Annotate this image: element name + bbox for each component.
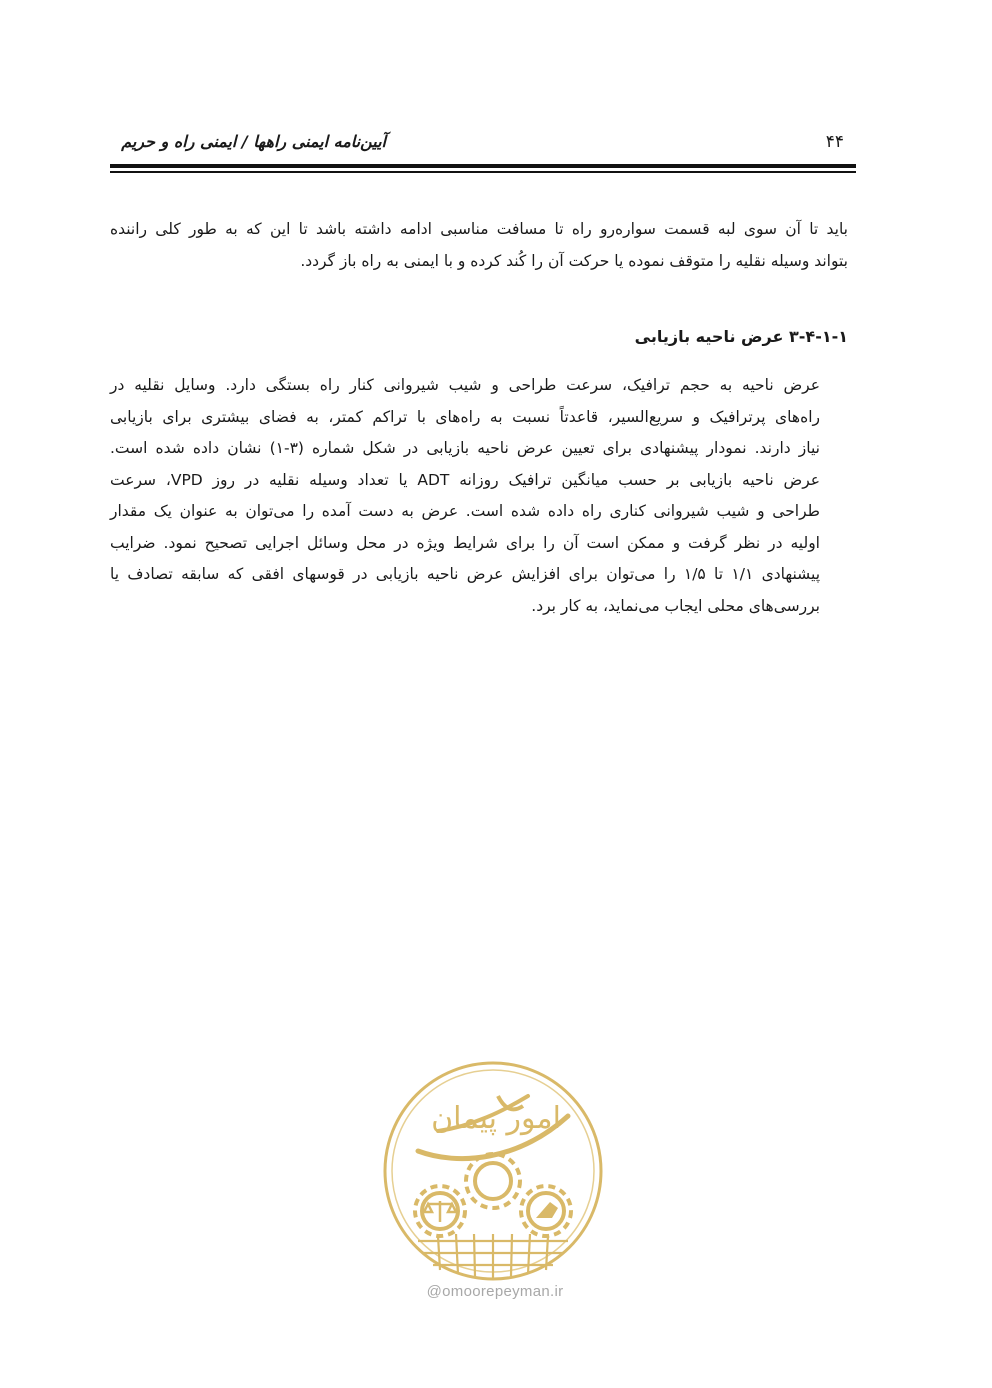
- watermark-url: [400, 1283, 590, 1300]
- header-rule-thick: [110, 164, 856, 168]
- paragraph-line: راه‌های پرترافیک و سریع‌السیر، قاعدتاً نسبت به راه‌های با تراکم کمتر، به فضای بیشتری برای بازیابی: [110, 407, 820, 426]
- logo-text: امور پیمان: [431, 1101, 561, 1136]
- paragraph-line: باید تا آن سوی لبه قسمت سواره‌رو راه تا مسافت مناسبی ادامه داشته باشد تا این که به طور کلی راننده: [110, 220, 848, 238]
- watermark-at-icon: @: [426, 1283, 443, 1300]
- paragraph-line: بررسی‌های محلی ایجاب می‌نماید، به کار برد.: [531, 596, 820, 615]
- watermark-url-text: omoorepeyman.ir: [442, 1283, 564, 1300]
- paragraph-line: اولیه در نظر گرفت و ممکن است آن را برای شرایط ویژه در محل وسائل اجرایی تصحیح نمود. ضرایب: [110, 533, 820, 552]
- page-number: ۴۴: [825, 132, 844, 152]
- paragraph-line: بتواند وسیله نقلیه را متوقف نموده یا حرکت آن را کُند کرده و با ایمنی به راه باز گردد.: [300, 251, 848, 270]
- section-heading: ۳-۴-۱-۱ عرض ناحیه بازیابی: [634, 327, 848, 346]
- paragraph-continuation: [110, 214, 848, 277]
- header-rule-thin: [110, 171, 856, 173]
- paragraph-line: پیشنهادی ۱/۱ تا ۱/۵ را می‌توان برای افزایش عرض ناحیه بازیابی در قوسهای افقی که سابقه تصادف یا: [110, 565, 821, 583]
- paragraph-recovery-zone: [110, 370, 848, 622]
- page-header: [110, 124, 856, 154]
- paragraph-line: عرض ناحیه بازیابی بر حسب میانگین ترافیک روزانه ADT یا تعداد وسیله نقلیه در روز VPD، سرعت: [110, 470, 820, 489]
- paragraph-line: عرض ناحیه به حجم ترافیک، سرعت طراحی و شیب شیروانی کنار راه بستگی دارد. وسایل نقلیه در: [110, 376, 820, 394]
- paragraph-line: طراحی و شیب شیروانی کناری راه داده شده است. عرض به دست آمده را می‌توان به عنوان یک مقدار: [110, 502, 820, 520]
- running-title: آیین‌نامه ایمنی راهها / ایمنی راه و حریم: [121, 132, 386, 151]
- paragraph-line: نیاز دارند. نمودار پیشنهادی برای تعیین عرض ناحیه بازیابی در شکل شماره (۳-۱) نشان داده شده است.: [110, 439, 820, 457]
- seal-icon: [378, 1056, 608, 1286]
- watermark-logo: [378, 1056, 608, 1306]
